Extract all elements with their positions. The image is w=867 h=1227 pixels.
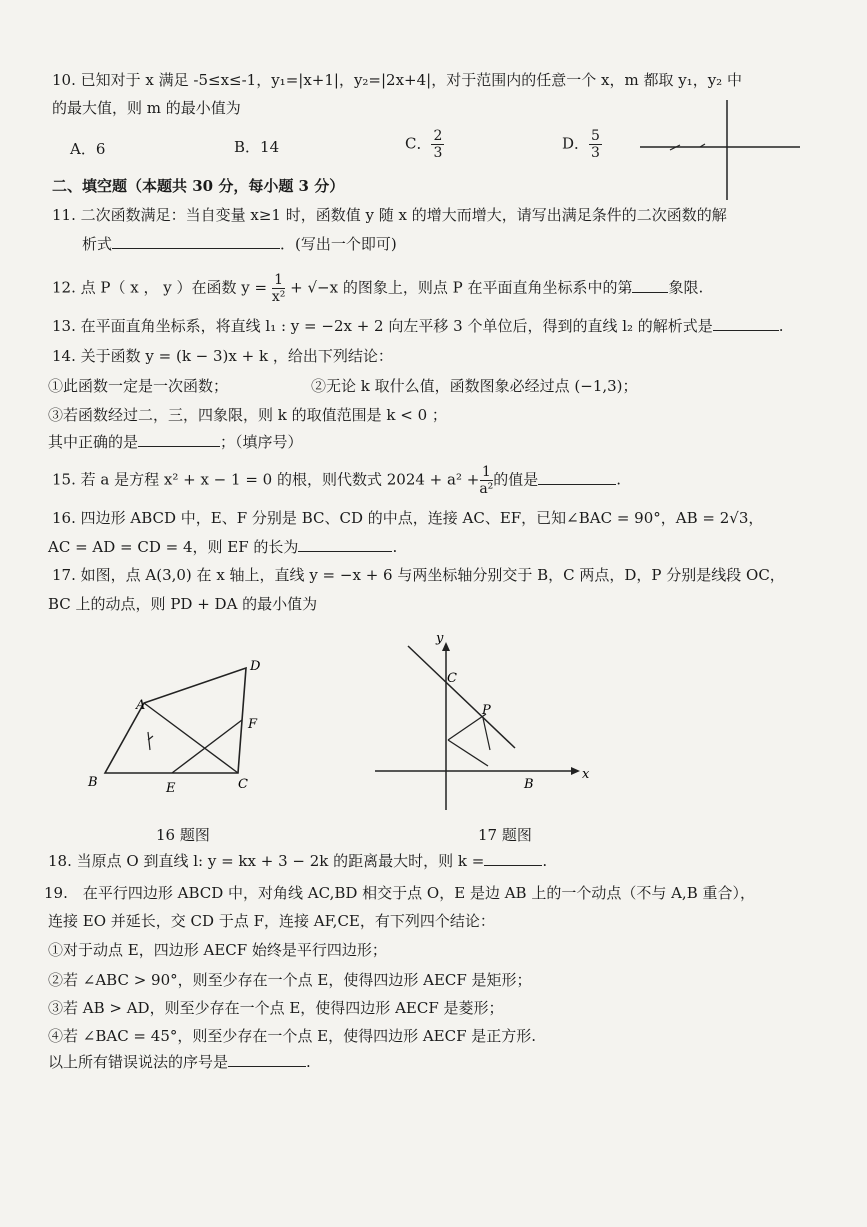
q14-ask: 其中正确的是 ；（填序号） [48,433,303,451]
q16-line2: AC = AD = CD = 4，则 EF 的长为 . [48,538,398,556]
q10-line1: 10. 已知对于 x 满足 -5≤x≤-1，y₁=|x+1|，y₂=|2x+4|，对于范围内的任意一个 x，m 都取 y₁，y₂ 中 [52,71,742,89]
q10-option-c: C． $\frac{2}{3}$ [405,128,443,161]
x-axis-arrow-icon [571,767,580,775]
q10-option-d: D． $\frac{5}{3}$ [562,128,600,161]
q14-line1: 14. 关于函数 y = (k − 3)x + k ，给出下列结论： [52,347,393,365]
label-b: B [524,777,534,792]
q19-conclusion-4: ④若 ∠BAC = 45°，则至少存在一个点 E，使得四边形 AECF 是正方形. [48,1027,537,1045]
label-d: D [250,659,261,674]
label-p: P [482,703,491,718]
q19-ask: 以上所有错误说法的序号是 . [48,1053,311,1071]
q10-line2: 的最大值，则 m 的最小值为 [52,99,241,117]
q17-line2: BC 上的动点，则 PD + DA 的最小值为 [48,595,318,613]
segment-da [448,740,488,766]
q13: 13. 在平面直角坐标系，将直线 l₁ : y = −2x + 2 向左平移 3 个单位后，得到的直线 l₂ 的解析式是 . [52,317,784,335]
figure-17 [370,628,595,818]
label-f: F [248,717,258,732]
q10-option-b: B．14 [234,138,280,156]
section-heading: 二、填空题（本题共 30 分，每小题 3 分） [52,177,345,195]
segment-pd [448,714,486,740]
q19-line1: 19. 在平行四边形 ABCD 中，对角线 AC,BD 相交于点 O，E 是边 AB 上的一个动点（不与 A,B 重合）， [44,884,755,902]
q15: 15. 若 a 是方程 x² + x − 1 = 0 的根，则代数式 2024 + a² + $\frac{1}{\text{a²}}$ 的值是 . [52,464,622,497]
q16-line1: 16. 四边形 ABCD 中，E、F 分别是 BC、CD 的中点，连接 AC、EF，已知∠BAC = 90°，AB = 2√3， [52,509,764,527]
label-c: C [238,777,248,792]
label-e: E [166,781,176,796]
label-y: y [436,631,444,646]
line-bc [408,646,515,748]
segment-ac [144,703,238,773]
q11-line1: 11. 二次函数满足：当自变量 x≥1 时，函数值 y 随 x 的增大而增大，请写出满足条件的二次函数的解 [52,206,727,224]
q19-conclusion-3: ③若 AB > AD，则至少存在一个点 E，使得四边形 AECF 是菱形； [48,999,504,1017]
pen-sketch [630,95,810,205]
q14-conclusion-1: ①此函数一定是一次函数； [48,377,229,395]
q12: 12. 点 P（ x ， y ）在函数 y = $\frac{1}{\text{x²}}$ + √−x 的图象上，则点 P 在平面直角坐标系中的第 象限. [52,272,704,305]
quad-abcd [105,668,246,773]
figure-16 [80,650,280,800]
q17-line1: 17. 如图，点 A(3,0) 在 x 轴上，直线 y = −x + 6 与两坐标轴分别交于 B，C 两点，D，P 分别是线段 OC， [52,566,785,584]
q10-option-a: A．6 [70,140,106,158]
segment-ef [172,720,242,773]
q19-conclusion-2: ②若 ∠ABC > 90°，则至少存在一个点 E，使得四边形 AECF 是矩形； [48,971,532,989]
label-x: x [582,767,590,782]
q19-conclusion-1: ①对于动点 E，四边形 AECF 始终是平行四边形； [48,941,387,959]
figure-17-caption: 17 题图 [478,826,532,844]
label-c: C [447,671,457,686]
q18: 18. 当原点 O 到直线 l: y = kx + 3 − 2k 的距离最大时，则 k = . [48,852,548,870]
q14-conclusion-2: ②无论 k 取什么值，函数图象必经过点 (−1,3)； [311,377,638,395]
q14-conclusion-3: ③若函数经过二，三，四象限，则 k 的取值范围是 k < 0 ； [48,406,447,424]
q11-line2: 析式 ．(写出一个即可) [82,235,397,253]
q19-line2: 连接 EO 并延长，交 CD 于点 F，连接 AF,CE，有下列四个结论： [48,912,495,930]
label-a: A [136,698,146,713]
label-b: B [88,775,98,790]
figure-16-caption: 16 题图 [156,826,210,844]
